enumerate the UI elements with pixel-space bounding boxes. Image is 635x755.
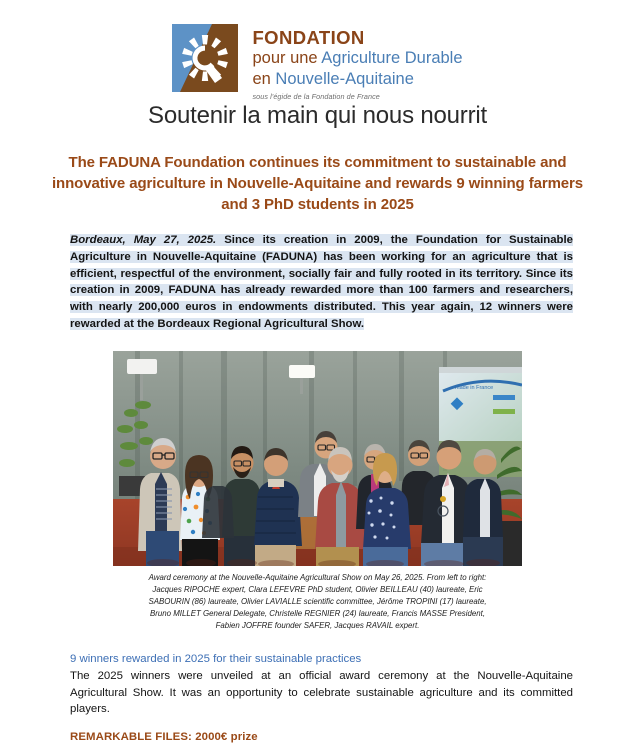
logo-line2-brown: pour une [252,49,322,68]
svg-text:made in France: made in France [455,385,494,392]
lead-paragraph [70,232,573,333]
logo-block [172,24,462,101]
logo-line-fondation: FONDATION [252,27,365,48]
logo-line3-blue: Nouvelle-Aquitaine [275,70,414,89]
logo-line3-brown: en [252,70,276,89]
faduna-sun-logo-icon [172,24,238,92]
tagline: Soutenir la main qui nous nourrit [148,102,487,130]
winners-section [70,652,573,743]
photo-caption: Award ceremony at the Nouvelle-Aquitaine Agricultural Show on May 26, 2025. From left to right: Jacques RIPOCHE expert, Clara LEFEVRE PhD student, Olivier BEILLEAU (40) laureate, Eric SABOURIN (86) laureate, Olivier LAVIALLE scientific committee, Jérôme TROPINI (17) laureate, Bruno MILLET General Delegate, Christelle REGNIER (24) laureate, Francis MASSE President, Fabien JOFFRE founder SAFER, Jacques RAVAIL expert. [148,573,487,631]
remarkable-files-heading: REMARKABLE FILES: 2000€ prize [70,731,258,744]
page-header [0,0,635,130]
photo-figure [113,351,522,632]
page-title: The FADUNA Foundation continues its commitment to sustainable and innovative agriculture in Nouvelle-Aquitaine and rewards 9 winning farmers and 3 PhD students in 2025 [51,153,584,214]
section-heading: 9 winners rewarded in 2025 for their sustainable practices [70,653,362,666]
logo-wordmark [252,24,462,101]
logo-egide-line: sous l'égide de la Fondation de France [252,92,380,102]
lead-paragraph-wrap [70,232,573,333]
logo-line-region [252,69,462,90]
award-ceremony-photo [113,351,522,566]
lead-body: Since its creation in 2009, the Foundation for Sustainable Agriculture in Nouvelle-Aquitaine (FADUNA) has been working for an agriculture that is efficient, respectful of the environment, socially fair and fully rooted in its territory. Since its creation in 2009, FADUNA has already rewarded more than 100 farmers and researchers, with nearly 200,000 euros in endowments distributed. This year again, 12 winners were rewarded at the Bordeaux Regional Agricultural Show. [70,233,573,331]
logo-line2-blue: Agriculture Durable [321,49,463,68]
section-paragraph: The 2025 winners were unveiled at an official award ceremony at the Nouvelle-Aquitaine Agricultural Show. It was an opportunity to celebrate sustainable agriculture and its committed players. [70,670,573,715]
logo-line-agriculture [252,48,462,69]
lead-dateline: Bordeaux, May 27, 2025. [70,233,217,246]
